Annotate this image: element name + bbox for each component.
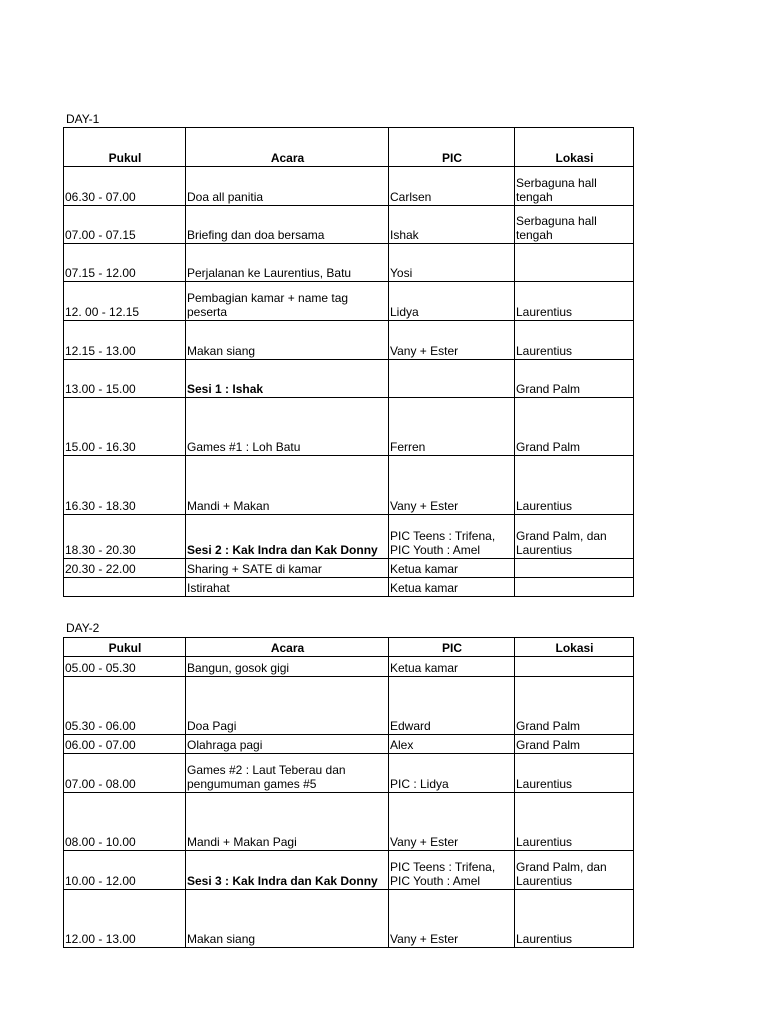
cell-pic-line: PIC Teens : Trifena, [390, 529, 496, 543]
cell-lokasi-line: Laurentius [516, 499, 573, 513]
cell-pic [389, 754, 515, 793]
cell-pic [389, 793, 515, 851]
table-row [64, 578, 634, 597]
cell-pic [389, 657, 515, 677]
cell-acara [186, 515, 389, 559]
cell-acara [186, 398, 389, 456]
cell-pic-line: Yosi [390, 266, 413, 280]
cell-pic-line: Ketua kamar [390, 581, 459, 595]
day1-schedule-table [63, 127, 634, 597]
cell-acara-line: Doa Pagi [187, 719, 237, 733]
header-pukul: Pukul [64, 638, 186, 657]
cell-pic [389, 677, 515, 735]
table-row [64, 851, 634, 890]
table-row [64, 244, 634, 282]
cell-pic [389, 578, 515, 597]
header-acara: Acara [186, 128, 389, 167]
table-row [64, 657, 634, 677]
table-row [64, 456, 634, 515]
cell-time: 05.30 - 06.00 [64, 677, 186, 735]
cell-acara-line: Perjalanan ke Laurentius, Batu [187, 266, 352, 280]
cell-acara-line: Briefing dan doa bersama [187, 228, 325, 242]
cell-acara [186, 793, 389, 851]
cell-acara [186, 890, 389, 948]
cell-acara-line: Pembagian kamar + name tag [187, 291, 349, 305]
cell-acara [186, 735, 389, 754]
cell-pic-line: Ishak [390, 228, 419, 242]
cell-lokasi-line: Serbaguna hall [516, 176, 597, 190]
cell-acara-line: Makan siang [187, 344, 256, 358]
cell-pic [389, 167, 515, 206]
cell-pic-line: Vany + Ester [390, 499, 459, 513]
cell-pic-line: Alex [390, 738, 414, 752]
cell-pic [389, 890, 515, 948]
cell-lokasi [515, 456, 634, 515]
cell-acara [186, 851, 389, 890]
cell-lokasi [515, 890, 634, 948]
cell-pic-line: Vany + Ester [390, 344, 459, 358]
cell-lokasi [515, 360, 634, 398]
cell-pic-line: PIC Teens : Trifena, [390, 860, 496, 874]
cell-pic [389, 282, 515, 321]
cell-lokasi [515, 206, 634, 244]
cell-lokasi [515, 244, 634, 282]
cell-pic [389, 456, 515, 515]
cell-lokasi [515, 282, 634, 321]
cell-time: 06.00 - 07.00 [64, 735, 186, 754]
cell-pic-line: Edward [390, 719, 431, 733]
cell-lokasi [515, 398, 634, 456]
cell-pic [389, 360, 515, 398]
table-row [64, 360, 634, 398]
cell-acara [186, 282, 389, 321]
cell-time: 07.15 - 12.00 [64, 244, 186, 282]
cell-time: 12.15 - 13.00 [64, 321, 186, 360]
cell-pic-line: Ketua kamar [390, 562, 459, 576]
header-pic: PIC [389, 638, 515, 657]
cell-acara-line: Makan siang [187, 932, 256, 946]
cell-time: 20.30 - 22.00 [64, 559, 186, 578]
cell-lokasi-line: Laurentius [516, 835, 573, 849]
cell-acara-line: Bangun, gosok gigi [187, 661, 290, 675]
table-row [64, 890, 634, 948]
cell-lokasi [515, 851, 634, 890]
cell-lokasi-line: Grand Palm, dan [516, 860, 607, 874]
day2-label: DAY-2 [66, 621, 100, 635]
cell-acara-line: peserta [187, 305, 228, 319]
cell-time: 12.00 - 13.00 [64, 890, 186, 948]
day1-label: DAY-1 [66, 112, 100, 126]
cell-acara-line: Doa all panitia [187, 190, 264, 204]
cell-acara-line: Sesi 2 : Kak Indra dan Kak Donny [187, 543, 378, 557]
cell-acara-line: Games #1 : Loh Batu [187, 440, 301, 454]
cell-acara-line: Games #2 : Laut Teberau dan [187, 763, 346, 777]
cell-lokasi-line: Laurentius [516, 874, 573, 888]
cell-pic-line: Vany + Ester [390, 932, 459, 946]
cell-acara [186, 754, 389, 793]
table-header-row [64, 638, 634, 657]
header-pic: PIC [389, 128, 515, 167]
table-row [64, 559, 634, 578]
cell-time: 13.00 - 15.00 [64, 360, 186, 398]
cell-acara [186, 206, 389, 244]
day2-schedule-table [63, 637, 634, 948]
header-lokasi: Lokasi [515, 638, 634, 657]
cell-acara [186, 559, 389, 578]
cell-acara-line: Sesi 1 : Ishak [187, 382, 264, 396]
cell-acara [186, 456, 389, 515]
cell-acara-line: Sharing + SATE di kamar [187, 562, 322, 576]
cell-pic [389, 321, 515, 360]
header-lokasi: Lokasi [515, 128, 634, 167]
table-header-row [64, 128, 634, 167]
cell-pic-line: PIC Youth : Amel [390, 874, 481, 888]
cell-lokasi [515, 321, 634, 360]
cell-lokasi [515, 515, 634, 559]
cell-lokasi [515, 578, 634, 597]
cell-lokasi-line: Serbaguna hall [516, 214, 597, 228]
cell-acara [186, 321, 389, 360]
cell-acara-line: Sesi 3 : Kak Indra dan Kak Donny [187, 874, 378, 888]
cell-pic [389, 735, 515, 754]
cell-acara-line: Mandi + Makan Pagi [187, 835, 297, 849]
cell-pic [389, 515, 515, 559]
cell-time: 15.00 - 16.30 [64, 398, 186, 456]
cell-time: 12. 00 - 12.15 [64, 282, 186, 321]
cell-pic [389, 559, 515, 578]
cell-acara [186, 677, 389, 735]
cell-lokasi [515, 559, 634, 578]
cell-lokasi [515, 167, 634, 206]
table-row [64, 321, 634, 360]
cell-pic [389, 398, 515, 456]
cell-lokasi [515, 754, 634, 793]
cell-lokasi-line: Grand Palm [516, 440, 581, 454]
header-acara: Acara [186, 638, 389, 657]
cell-time: 05.00 - 05.30 [64, 657, 186, 677]
cell-pic [389, 244, 515, 282]
cell-lokasi [515, 657, 634, 677]
cell-acara [186, 657, 389, 677]
cell-time: 07.00 - 07.15 [64, 206, 186, 244]
cell-lokasi-line: Laurentius [516, 543, 573, 557]
cell-time: 10.00 - 12.00 [64, 851, 186, 890]
cell-time: 08.00 - 10.00 [64, 793, 186, 851]
cell-time [64, 578, 186, 597]
cell-pic [389, 206, 515, 244]
cell-lokasi-line: Laurentius [516, 932, 573, 946]
cell-acara-line: Mandi + Makan [187, 499, 270, 513]
table-row [64, 282, 634, 321]
table-row [64, 793, 634, 851]
cell-pic-line: PIC Youth : Amel [390, 543, 481, 557]
cell-pic-line: Ketua kamar [390, 661, 459, 675]
cell-acara [186, 244, 389, 282]
table-row [64, 515, 634, 559]
table-row [64, 206, 634, 244]
cell-pic-line: Vany + Ester [390, 835, 459, 849]
cell-pic-line: Carlsen [390, 190, 432, 204]
cell-time: 06.30 - 07.00 [64, 167, 186, 206]
cell-acara-line: Istirahat [187, 581, 230, 595]
cell-lokasi-line: Grand Palm, dan [516, 529, 607, 543]
cell-pic-line: Ferren [390, 440, 426, 454]
cell-lokasi [515, 735, 634, 754]
cell-pic [389, 851, 515, 890]
cell-pic-line: Lidya [390, 305, 419, 319]
cell-time: 16.30 - 18.30 [64, 456, 186, 515]
table-row [64, 398, 634, 456]
cell-lokasi [515, 793, 634, 851]
cell-acara [186, 578, 389, 597]
cell-lokasi-line: Laurentius [516, 777, 573, 791]
cell-lokasi-line: tengah [516, 190, 553, 204]
cell-acara-line: pengumuman games #5 [187, 777, 317, 791]
cell-lokasi [515, 677, 634, 735]
cell-time: 18.30 - 20.30 [64, 515, 186, 559]
table-row [64, 677, 634, 735]
cell-lokasi-line: Grand Palm [516, 382, 581, 396]
cell-lokasi-line: Grand Palm [516, 719, 581, 733]
table-row [64, 735, 634, 754]
cell-lokasi-line: tengah [516, 228, 553, 242]
cell-acara-line: Olahraga pagi [187, 738, 263, 752]
cell-acara [186, 360, 389, 398]
table-row [64, 754, 634, 793]
cell-lokasi-line: Laurentius [516, 344, 573, 358]
cell-pic-line: PIC : Lidya [390, 777, 449, 791]
cell-lokasi-line: Laurentius [516, 305, 573, 319]
cell-acara [186, 167, 389, 206]
header-pukul: Pukul [64, 128, 186, 167]
cell-lokasi-line: Grand Palm [516, 738, 581, 752]
table-row [64, 167, 634, 206]
cell-time: 07.00 - 08.00 [64, 754, 186, 793]
